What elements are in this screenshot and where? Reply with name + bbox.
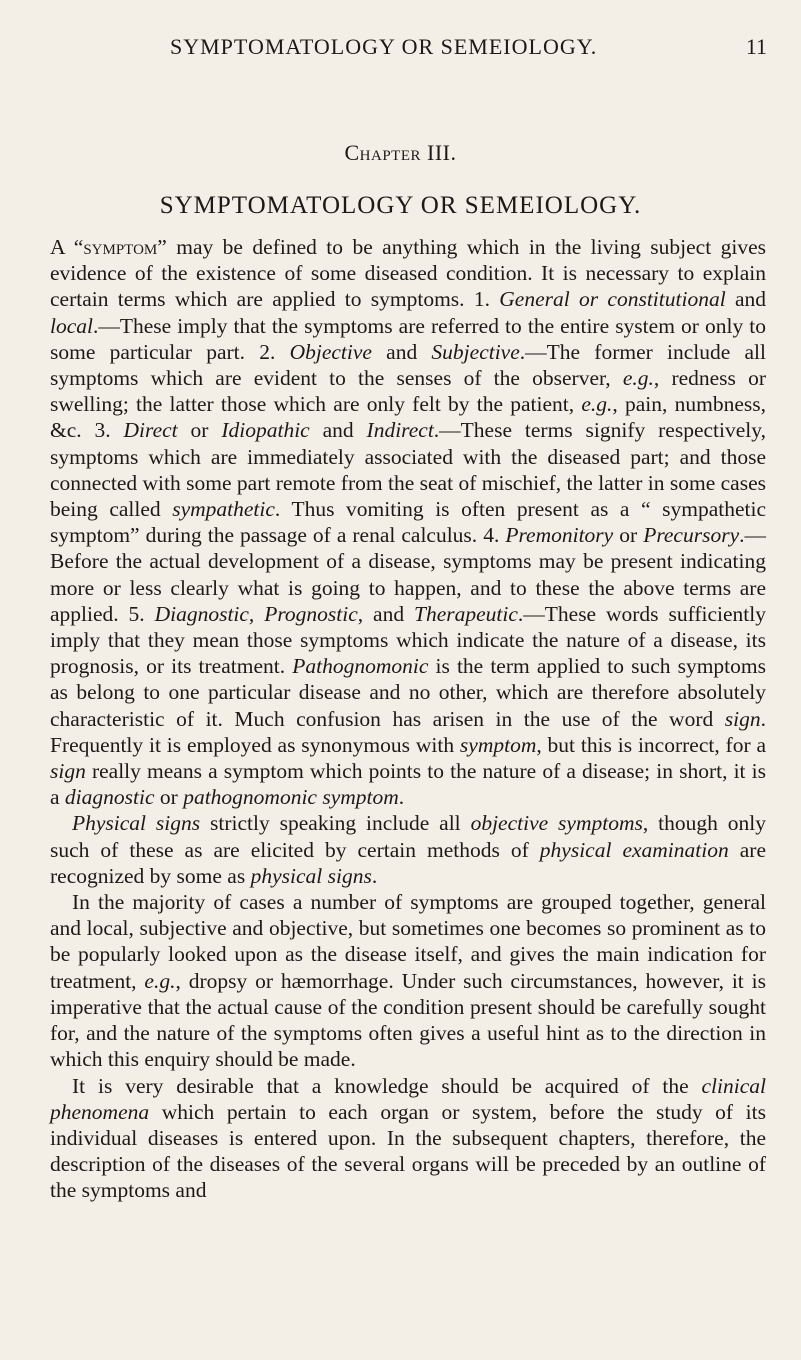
- paragraph: [50, 234, 766, 810]
- italic-term: Therapeutic: [413, 601, 518, 626]
- italic-term: General or constitutional: [499, 287, 726, 312]
- text-run: .—Before the actual development of a disease, symptoms may be present indicating more or less clearly what is going to happen, and to these the above terms are applied. 5.: [50, 523, 766, 626]
- text-run: .—The former include all symptoms which are evident to the senses of the observer,: [50, 339, 766, 391]
- body-text: [50, 234, 766, 1204]
- text-run: In the majority of cases a number of symptoms are grouped together, general and local, subjective and objective, but sometimes one becomes so prominent as to be popularly looked upon as the disease itself, and gives the main indication for treatment,: [50, 890, 766, 993]
- italic-term: Diagnostic, Prognostic: [154, 601, 358, 626]
- chapter-label: Chapter III.: [344, 140, 457, 165]
- page-number: 11: [745, 34, 767, 59]
- text-run: , though only such of these as are elicited by certain methods of: [50, 811, 766, 862]
- italic-term: Idiopathic: [221, 418, 310, 443]
- text-run: which pertain to each organ or system, before the study of its individual diseases is entered upon. In the subsequent chapters, therefore, the description of the diseases of the several organs will be preceded by an outline of the symptoms and: [50, 1099, 766, 1203]
- text-run: and: [725, 287, 767, 312]
- text-run: really means a symptom which points to the nature of a disease; in short, it is a: [50, 759, 766, 810]
- italic-term: physical examination: [539, 837, 729, 862]
- italic-term: e.g.: [622, 366, 654, 391]
- paragraph: [50, 1073, 766, 1204]
- text-run: ” may be defined to be anything which in the living subject gives evidence of the existence of some diseased condition. It is necessary to explain certain terms which are applied to symptoms. 1.: [50, 235, 767, 312]
- italic-term: sign: [50, 759, 86, 784]
- text-run: and: [371, 339, 432, 364]
- italic-term: local: [50, 313, 93, 338]
- italic-term: clinical phenomena: [50, 1073, 766, 1124]
- italic-term: Precursory: [643, 523, 740, 548]
- text-run: , but this is incorrect, for a: [536, 732, 766, 757]
- italic-term: diagnostic: [64, 785, 155, 810]
- small-caps-term: symptom: [83, 235, 158, 259]
- text-run: or: [154, 785, 184, 810]
- text-run: strictly speaking include all: [200, 811, 471, 836]
- italic-term: Pathognomonic: [292, 654, 429, 679]
- italic-term: Subjective: [431, 339, 520, 364]
- italic-term: objective symptoms: [470, 811, 643, 836]
- text-run: are recognized by some as: [50, 837, 766, 888]
- italic-term: sympathetic: [172, 497, 275, 522]
- text-run: . Thus vomiting is often present as a “ sympathetic symptom” during the passage of a renal calculus. 4.: [50, 497, 766, 548]
- italic-term: Direct: [123, 418, 178, 443]
- running-head: [0, 34, 801, 60]
- italic-term: e.g.: [144, 968, 176, 993]
- text-run: .—These words sufficiently imply that they mean those symptoms which indicate the nature of a disease, its prognosis, or its treatment.: [50, 601, 766, 679]
- chapter-title: SYMPTOMATOLOGY OR SEMEIOLOGY.: [159, 192, 642, 219]
- text-run: , and: [357, 601, 414, 626]
- italic-term: e.g.: [581, 392, 613, 417]
- text-run: .—These terms signify respectively, symptoms which are immediately associated with the diseased part; and those connected with some part remote from the seat of mischief, the latter in some cases being called: [50, 418, 766, 522]
- italic-term: sign: [724, 706, 761, 731]
- text-run: is the term applied to such symptoms as belong to one particular disease and no other, which are therefore absolutely characteristic of it. Much confusion has arisen in the use of the word: [50, 654, 767, 731]
- italic-term: symptom: [459, 732, 537, 757]
- text-run: , dropsy or hæmorrhage. Under such circumstances, however, it is imperative that the actual cause of the condition present should be carefully sought for, and the nature of the symptoms often gives a useful hint as to the direction in which this enquiry should be made.: [50, 968, 766, 1072]
- text-run: It is very desirable that a knowledge should be acquired of the: [72, 1073, 702, 1098]
- text-run: .—These imply that the symptoms are referred to the entire system or only to some particular part. 2.: [50, 313, 766, 364]
- italic-term: Physical signs: [72, 811, 201, 836]
- running-title: SYMPTOMATOLOGY OR SEMEIOLOGY.: [170, 34, 598, 59]
- italic-term: Objective: [289, 339, 372, 364]
- text-run: , redness or swelling; the latter those which are only felt by the patient,: [50, 366, 766, 417]
- text-run: .: [371, 863, 378, 888]
- italic-term: pathognomonic symptom: [183, 785, 399, 810]
- paragraph: [50, 889, 766, 1072]
- text-run: and: [309, 418, 367, 443]
- text-run: or: [177, 418, 222, 443]
- text-run: A “: [50, 235, 84, 259]
- italic-term: Premonitory: [505, 523, 614, 548]
- italic-term: Indirect: [366, 418, 434, 443]
- text-run: , pain, numbness, &c. 3.: [50, 392, 766, 443]
- text-run: or: [613, 523, 644, 548]
- paragraph: [50, 810, 766, 889]
- text-run: .: [398, 785, 405, 810]
- italic-term: physical signs: [250, 863, 372, 888]
- text-run: . Frequently it is employed as synonymous with: [50, 706, 766, 757]
